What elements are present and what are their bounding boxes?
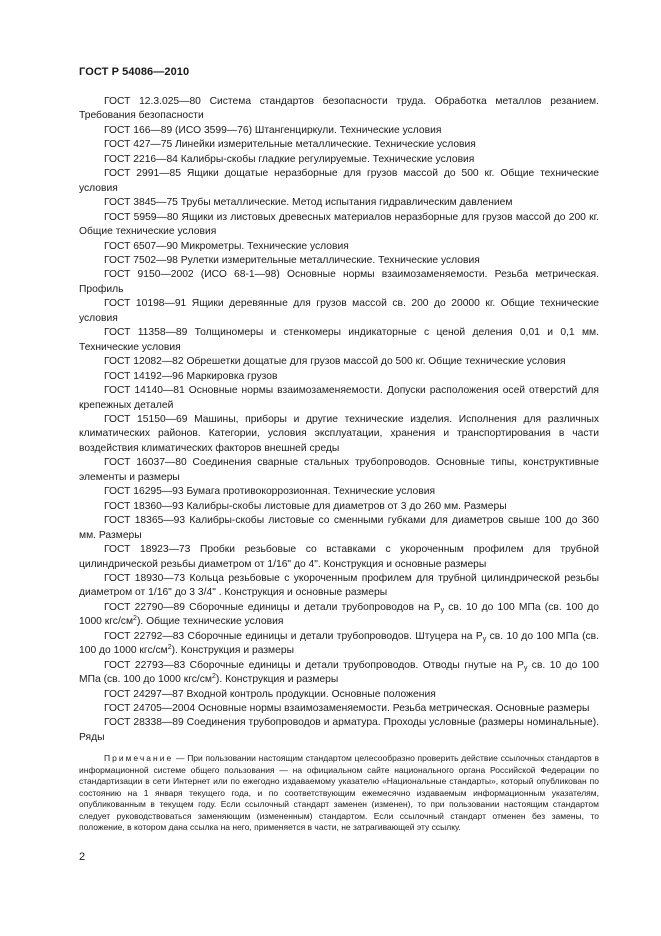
reference-item: ГОСТ 7502—98 Рулетки измерительные металлические. Технические условия bbox=[104, 254, 480, 266]
reference-item: ГОСТ 9150—2002 (ИСО 68-1—98) Основные нормы взаимозаменяемости. Резьба метрическая. Профиль bbox=[79, 269, 599, 295]
reference-text: св. 10 до 100 МПа (св. 100 до 1000 кгс/см bbox=[79, 659, 599, 686]
reference-item: ГОСТ 18365—93 Калибры-скобы листовые со сменными губками для диаметров свыше 100 до 360 мм. Размеры bbox=[79, 515, 599, 541]
reference-item: ГОСТ 24297—87 Входной контроль продукции. Основные положения bbox=[104, 688, 436, 700]
note-text: — При пользовании настоящим стандартом целесообразно проверить действие ссылочных стандартов в информационной системе общего пользования — на официальном сайте национального органа Российской Федерации по стандартизации в сети Интернет или по ежегодно издаваемому указателю «Национальные стандарты», который опубликован по состоянию на 1 января текущего года, и по соответствующим ежемесячно издаваемым информационным указателям, опубликованным в текущем году. Если ссылочный стандарт заменен (изменен), то при пользовании настоящим стандартом следует руководствоваться заменяющим (измененным) стандартом. Если ссылочный стандарт отменен без замены, то положение, в котором дана ссылка на него, применяется в части, не затрагивающей эту ссылку. bbox=[79, 753, 599, 833]
document-header: ГОСТ Р 54086—2010 bbox=[79, 66, 190, 78]
reference-item: ГОСТ 18360—93 Калибры-скобы листовые для диаметров от 3 до 260 мм. Размеры bbox=[104, 500, 507, 512]
reference-item-22790 bbox=[79, 601, 599, 630]
reference-item: ГОСТ 3845—75 Трубы металлические. Метод испытания гидравлическим давлением bbox=[104, 197, 513, 209]
reference-item: ГОСТ 166—89 (ИСО 3599—76) Штангенциркули. Технические условия bbox=[104, 124, 442, 136]
reference-text: ГОСТ 22793—83 Сборочные единицы и детали трубопроводов. Отводы гнутые на Р bbox=[104, 659, 524, 671]
reference-text: св. 10 до 100 МПа (св. 100 до 1000 кгс/см bbox=[79, 630, 599, 657]
reference-item: ГОСТ 24705—2004 Основные нормы взаимозаменяемости. Резьба метрическая. Основные размеры bbox=[104, 703, 590, 715]
note-label: Примечание bbox=[104, 753, 174, 764]
reference-item-22793 bbox=[79, 659, 599, 688]
subscript-y: у bbox=[482, 635, 487, 643]
superscript-2: 2 bbox=[133, 615, 137, 623]
reference-item-22792 bbox=[79, 630, 599, 659]
reference-item: ГОСТ 16037—80 Соединения сварные стальных трубопроводов. Основные типы, конструктивные элементы и размеры bbox=[79, 457, 599, 483]
reference-item: ГОСТ 14192—96 Маркировка грузов bbox=[104, 370, 278, 382]
reference-text: ). Конструкция и размеры bbox=[215, 674, 339, 686]
reference-item: ГОСТ 15150—69 Машины, приборы и другие технические изделия. Исполнения для различных климатических районов. Категории, условия эксплуатации, хранения и транспортирования в части воздействия климатических факторов внешней среды bbox=[79, 413, 599, 454]
reference-text: св. 10 до 100 МПа (св. 100 до 1000 кгс/см bbox=[79, 601, 599, 628]
reference-item: ГОСТ 16295—93 Бумага противокоррозионная. Технические условия bbox=[104, 486, 436, 498]
reference-text: ГОСТ 22792—83 Сборочные единицы и детали трубопроводов. Штуцера на Р bbox=[104, 630, 483, 642]
page-number: 2 bbox=[79, 851, 86, 863]
reference-item: ГОСТ 18930—73 Кольца резьбовые с укороченным профилем для трубной цилиндрической резьбы диаметром от 1/16" до 3 3/4" . Конструкция и основные размеры bbox=[79, 572, 599, 599]
reference-item: ГОСТ 10198—91 Ящики деревянные для грузов массой св. 200 до 20000 кг. Общие технические условия bbox=[79, 298, 599, 324]
reference-item: ГОСТ 28338—89 Соединения трубопроводов и арматура. Проходы условные (размеры номинальные). Ряды bbox=[79, 717, 599, 743]
normative-references bbox=[79, 95, 599, 842]
subscript-y: у bbox=[440, 606, 445, 614]
reference-text: ). Общие технические условия bbox=[136, 616, 284, 628]
reference-item: ГОСТ 2216—84 Калибры-скобы гладкие регулируемые. Технические условия bbox=[104, 153, 475, 165]
reference-item: ГОСТ 14140—81 Основные нормы взаимозаменяемости. Допуски расположения осей отверстий для крепежных деталей bbox=[79, 385, 599, 411]
subscript-y: у bbox=[523, 664, 528, 672]
reference-item: ГОСТ 5959—80 Ящики из листовых древесных материалов неразборные для грузов массой до 200 кг. Общие технические условия bbox=[79, 211, 599, 238]
reference-item: ГОСТ 6507—90 Микрометры. Технические условия bbox=[104, 240, 349, 252]
reference-text: ГОСТ 22790—89 Сборочные единицы и детали трубопроводов на Р bbox=[104, 601, 441, 613]
reference-item: ГОСТ 11358—89 Толщиномеры и стенкомеры индикаторные с ценой деления 0,01 и 0,1 мм. Технические условия bbox=[79, 327, 599, 353]
reference-item: ГОСТ 12082—82 Обрешетки дощатые для грузов массой до 500 кг. Общие технические условия bbox=[104, 356, 566, 368]
reference-item: ГОСТ 427—75 Линейки измерительные металлические. Технические условия bbox=[104, 139, 476, 151]
reference-item: ГОСТ 2991—85 Ящики дощатые неразборные для грузов массой до 500 кг. Общие технические условия bbox=[79, 168, 599, 194]
superscript-2: 2 bbox=[212, 673, 216, 681]
superscript-2: 2 bbox=[167, 644, 172, 652]
reference-text: ). Конструкция и размеры bbox=[171, 645, 294, 657]
reference-item: ГОСТ 12.3.025—80 Система стандартов безопасности труда. Обработка металлов резанием. Требования безопасности bbox=[79, 96, 599, 122]
reference-item: ГОСТ 18923—73 Пробки резьбовые со вставками с укороченным профилем для трубной цилиндрической резьбы диаметром от 1/16" до 4". Конструкция и основные размеры bbox=[79, 544, 599, 570]
note-paragraph bbox=[79, 753, 599, 834]
